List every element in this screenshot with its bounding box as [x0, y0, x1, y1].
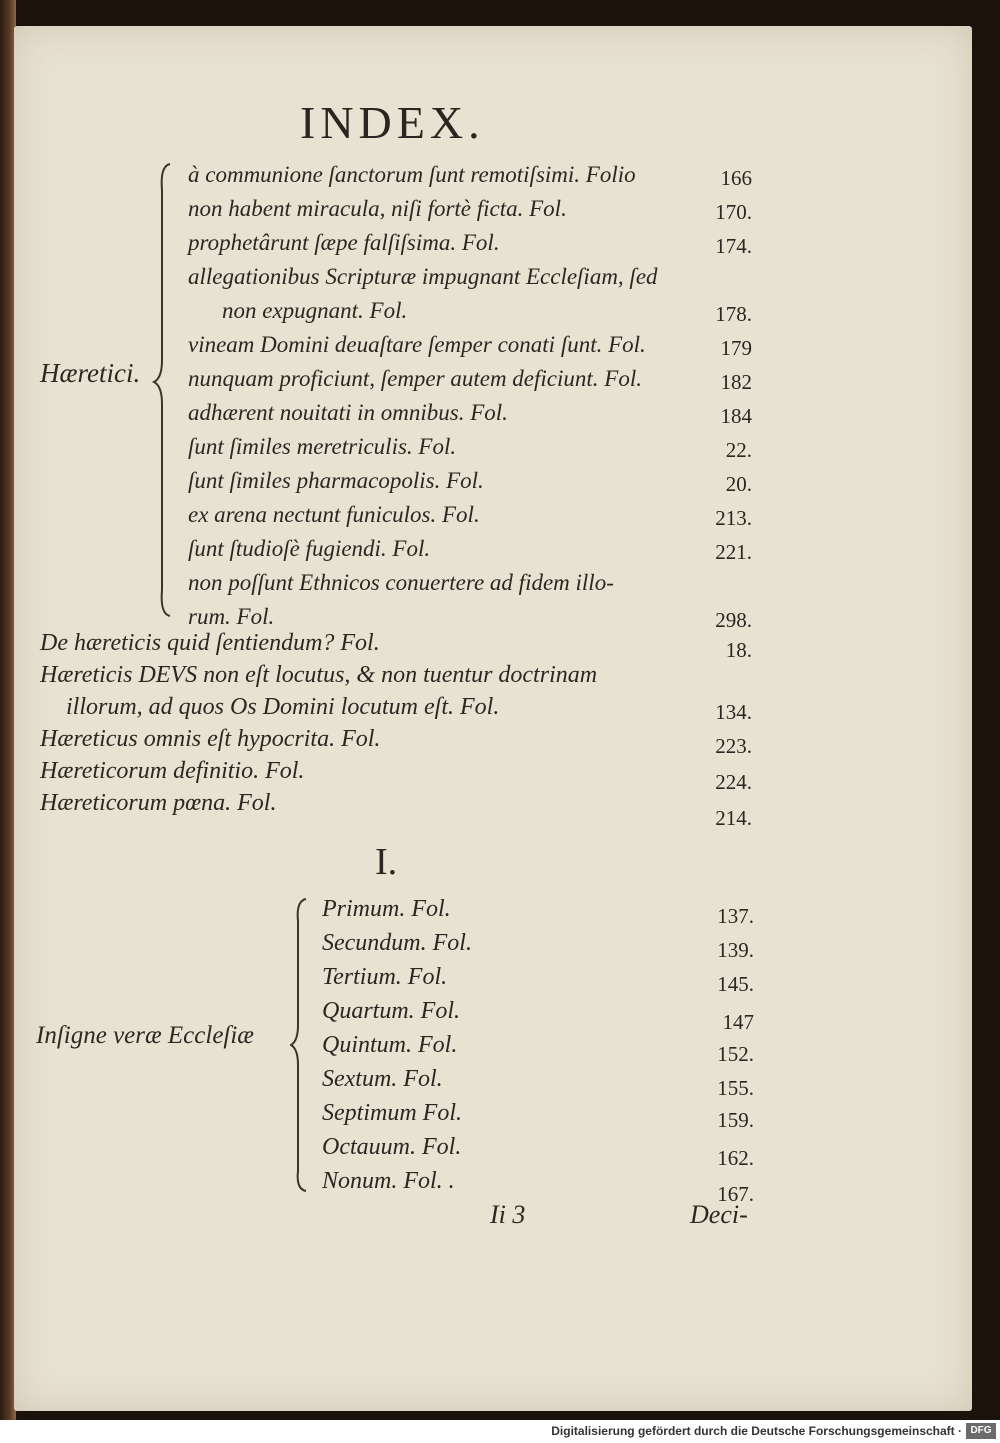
index-entry-text: allegationibus Scripturæ impugnant Eccleſiam, ſed	[188, 264, 658, 289]
footer-bar	[0, 1420, 1000, 1443]
index-entry-page: 213.	[715, 506, 752, 530]
index-entry-page: 184	[720, 404, 752, 428]
brace-insigne	[290, 895, 316, 1195]
index-entry-text: ex arena nectunt funiculos. Fol.	[188, 502, 480, 527]
index-entry-text: ſunt ſimiles pharmacopolis. Fol.	[188, 468, 484, 493]
index-entry-page: 223.	[715, 734, 752, 758]
index-entry-text: adhærent nouitati in omnibus. Fol.	[188, 400, 508, 425]
index-entry-page: 162.	[717, 1146, 754, 1170]
group-head-haeretici: Hæretici.	[40, 358, 141, 388]
index-entry-page: 214.	[715, 806, 752, 830]
index-entry-text: Septimum Fol.	[322, 1100, 462, 1126]
index-entry-page: 18.	[725, 638, 752, 662]
index-entry-page: 221.	[715, 540, 752, 564]
index-entry-page: 145.	[717, 972, 754, 996]
index-entry-text: Tertium. Fol.	[322, 964, 448, 990]
index-entry-page: 224.	[715, 770, 752, 794]
index-entry-page: 170.	[715, 200, 752, 224]
index-entry-page: 298.	[715, 608, 752, 632]
index-entry-text: Quartum. Fol.	[322, 998, 460, 1024]
index-entry-page: 134.	[715, 700, 752, 724]
index-entry-page: 20.	[725, 472, 752, 496]
signature-mark: Ii 3	[490, 1200, 526, 1229]
index-entry-page: 182	[720, 370, 752, 394]
index-entry-text: non habent miracula, niſi fortè ficta. Fol.	[188, 196, 567, 221]
index-entry-text: Nonum. Fol. .	[322, 1168, 455, 1194]
group-head-insigne: Inſigne veræ Eccleſiæ	[36, 1022, 254, 1049]
index-entry-text: Hæreticus omnis eſt hypocrita. Fol.	[40, 726, 381, 752]
index-entry-text: ſunt ſimiles meretriculis. Fol.	[188, 434, 457, 459]
index-entry-text: Sextum. Fol.	[322, 1066, 443, 1092]
index-entry-page: 22.	[725, 438, 752, 462]
index-entry-text: Hæreticorum definitio. Fol.	[40, 758, 305, 784]
index-entry-text: ſunt ſtudioſè fugiendi. Fol.	[188, 536, 431, 561]
index-entry-text: De hæreticis quid ſentiendum? Fol.	[40, 630, 380, 656]
index-entry-text: Octauum. Fol.	[322, 1134, 462, 1160]
index-entry-text: vineam Domini deuaſtare ſemper conati ſunt. Fol.	[188, 332, 646, 357]
index-entry-text: rum. Fol.	[188, 604, 275, 629]
index-entry-page: 166	[720, 166, 752, 190]
index-entry-text: prophetârunt ſæpe falſiſsima. Fol.	[188, 230, 500, 255]
index-entry-text: à communione ſanctorum ſunt remotiſsimi. Folio	[188, 162, 636, 187]
footer-credit: Digitalisierung gefördert durch die Deutsche Forschungsgemeinschaft ·	[551, 1424, 962, 1438]
index-entry-text: Hæreticorum pœna. Fol.	[40, 790, 277, 816]
index-entry-page: 178.	[715, 302, 752, 326]
index-entry-text: illorum, ad quos Os Domini locutum eſt. Fol.	[66, 694, 500, 720]
index-entry-page: 139.	[717, 938, 754, 962]
brace-haeretici	[152, 160, 182, 620]
index-entry-text: non expugnant. Fol.	[222, 298, 408, 323]
index-entry-page: 152.	[717, 1042, 754, 1066]
index-entry-page: 155.	[717, 1076, 754, 1100]
index-entry-text: Quintum. Fol.	[322, 1032, 458, 1058]
index-entry-page: 137.	[717, 904, 754, 928]
index-entry-text: Hæreticis DEVS non eſt locutus, & non tuentur doctrinam	[40, 662, 598, 688]
index-entry-page: 174.	[715, 234, 752, 258]
page-title: INDEX.	[300, 97, 485, 148]
index-entry-text: Primum. Fol.	[322, 896, 451, 922]
index-entry-text: nunquam proficiunt, ſemper autem deficiunt. Fol.	[188, 366, 642, 391]
index-entry-page: 147	[722, 1010, 754, 1034]
index-entry-text: Secundum. Fol.	[322, 930, 472, 956]
index-entry-text: non poſſunt Ethnicos conuertere ad fidem illo-	[188, 570, 614, 595]
index-entry-page: 179	[720, 336, 752, 360]
index-entry-page: 159.	[717, 1108, 754, 1132]
index-entry-page: 167.	[717, 1182, 754, 1206]
dfg-logo: DFG	[966, 1423, 996, 1439]
section-letter: I.	[375, 841, 398, 883]
catchword: Deci-	[690, 1200, 748, 1229]
